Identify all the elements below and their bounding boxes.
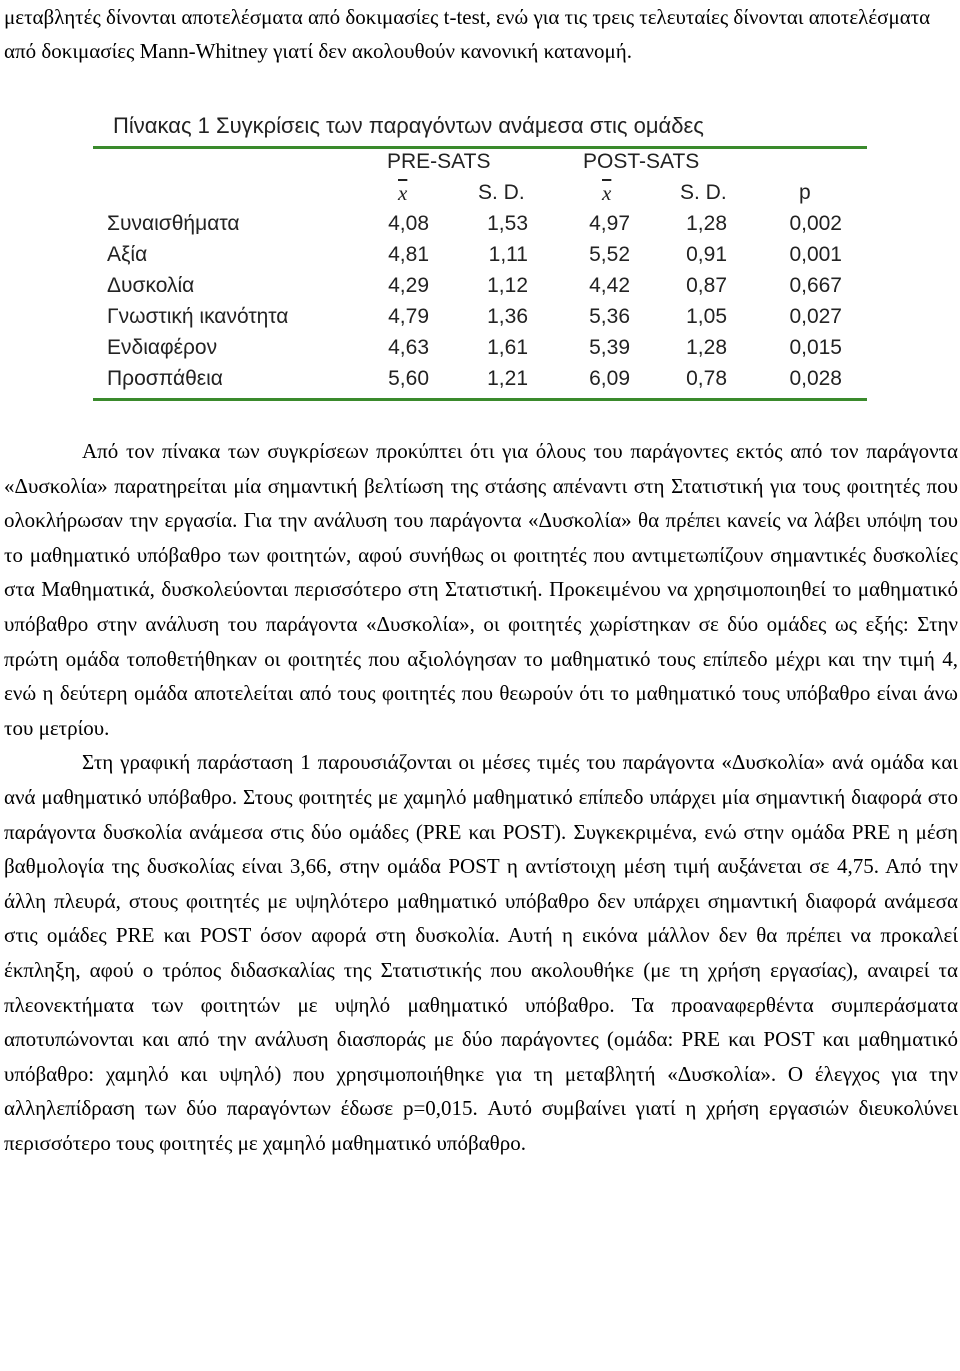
table-column-header — [93, 181, 867, 212]
pre-mean-cell: 4,63 — [388, 336, 429, 359]
post-mean-header: $\overline{x}$ — [602, 181, 612, 205]
p-value-cell: 0,667 — [789, 274, 842, 297]
row-label: Γνωστική ικανότητα — [107, 305, 289, 328]
table-row — [93, 243, 867, 274]
pre-sd-cell: 1,53 — [487, 212, 528, 235]
table-row — [93, 367, 867, 398]
post-mean-cell: 4,42 — [589, 274, 630, 297]
pre-sd-header: S. D. — [478, 181, 525, 204]
p-value-header: p — [799, 181, 811, 204]
post-mean-cell: 4,97 — [589, 212, 630, 235]
intro-paragraph: μεταβλητές δίνονται αποτελέσματα από δοκιμασίες t-test, ενώ για τις τρεις τελευταίες δίνονται αποτελέσματα από δοκιμασίες Mann-Whitney γιατί δεν ακολουθούν κανονική κατανομή. — [4, 5, 931, 63]
table-group-header — [93, 150, 867, 181]
pre-mean-cell: 5,60 — [388, 367, 429, 390]
pre-sd-cell: 1,12 — [487, 274, 528, 297]
table-body — [93, 212, 867, 398]
pre-sd-cell: 1,61 — [487, 336, 528, 359]
post-sd-header: S. D. — [680, 181, 727, 204]
pre-sd-cell: 1,36 — [487, 305, 528, 328]
post-mean-cell: 5,39 — [589, 336, 630, 359]
p-value-cell: 0,027 — [789, 305, 842, 328]
row-label: Προσπάθεια — [107, 367, 223, 390]
post-sd-cell: 0,78 — [686, 367, 727, 390]
p-value-cell: 0,015 — [789, 336, 842, 359]
post-sd-cell: 0,87 — [686, 274, 727, 297]
table-caption: Πίνακας 1 Συγκρίσεις των παραγόντων ανάμεσα στις ομάδες — [113, 113, 704, 138]
pre-mean-cell: 4,81 — [388, 243, 429, 266]
table-top-rule — [93, 146, 867, 149]
pre-mean-header: $\overline{x}$ — [398, 181, 408, 205]
table-bottom-rule — [93, 398, 867, 401]
paragraph: Από τον πίνακα των συγκρίσεων προκύπτει ότι για όλους του παράγοντες εκτός από τον παράγοντα «Δυσκολία» παρατηρείται μία σημαντική βελτίωση της στάσης απέναντι στη Στατιστική για τους φοιτητές που ολοκλήρωσαν την εργασία. Για την ανάλυση του παράγοντα «Δυσκολία» θα πρέπει κανείς να λάβει υπόψη του το μαθηματικό υπόβαθρο των φοιτητών, αφού συνήθως οι φοιτητές που αντιμετωπίζουν σημαντικές δυσκολίες στα Μαθηματικά, δυσκολεύονται περισσότερο στη Στατιστική. Προκειμένου να χρησιμοποιηθεί το μαθηματικό υπόβαθρο στην ανάλυση του παράγοντα «Δυσκολία», οι φοιτητές χωρίστηκαν σε δύο ομάδες ως εξής: Στην πρώτη ομάδα τοποθετήθηκαν οι φοιτητές που αξιολόγησαν το μαθηματικό τους επίπεδο μέχρι και την τιμή 4, ενώ η δεύτερη ομάδα αποτελείται από τους φοιτητές που θεωρούν ότι το μαθηματικό τους υπόβαθρο είναι άνω του μετρίου. — [4, 439, 958, 740]
table-row — [93, 274, 867, 305]
post-sd-cell: 1,28 — [686, 336, 727, 359]
post-mean-cell: 6,09 — [589, 367, 630, 390]
statistics-table — [93, 150, 867, 398]
post-mean-cell: 5,36 — [589, 305, 630, 328]
pre-mean-cell: 4,29 — [388, 274, 429, 297]
post-mean-cell: 5,52 — [589, 243, 630, 266]
table-row — [93, 336, 867, 367]
paragraph: Στη γραφική παράσταση 1 παρουσιάζονται οι μέσες τιμές του παράγοντα «Δυσκολία» ανά ομάδα και ανά μαθηματικό υπόβαθρο. Στους φοιτητές με χαμηλό μαθηματικό επίπεδο υπάρχει μία σημαντική διαφορά στο παράγοντα δυσκολία ανάμεσα στις δύο ομάδες (PRE και POST). Συγκεκριμένα, ενώ στην ομάδα PRE η μέση βαθμολογία της δυσκολίας είναι 3,66, στην ομάδα POST η αντίστοιχη μέση τιμή αυξάνεται σε 4,75. Από την άλλη πλευρά, στους φοιτητές με υψηλότερο μαθηματικό υπόβαθρο δεν υπάρχει σημαντική διαφορά ανάμεσα στις ομάδες PRE και POST όσον αφορά στη δυσκολία. Αυτή η εικόνα μάλλον δεν θα πρέπει να προκαλεί έκπληξη, αφού ο τρόπος διδασκαλίας της Στατιστικής που ακολουθήκε (με τη χρήση εργασίας), αναιρεί τα πλεονεκτήματα των φοιτητών με υψηλό μαθηματικό υπόβαθρο. Τα προαναφερθέντα συμπεράσματα αποτυπώνονται και από την ανάλυση διασποράς με δύο παράγοντες (ομάδα: PRE και POST και μαθηματικό υπόβαθρο: χαμηλό και υψηλό) που χρησιμοποιήθηκε για τη μεταβλητή «Δυσκολία». Ο έλεγχος για την αλληλεπίδραση των δύο παραγόντων έδωσε p=0,015. Αυτό συμβαίνει γιατί η χρήση εργασιών διευκολύνει περισσότερο τους φοιτητές με χαμηλό μαθηματικό υπόβαθρο. — [4, 750, 958, 1155]
table-row — [93, 212, 867, 243]
row-label: Ενδιαφέρον — [107, 336, 218, 359]
row-label: Συναισθήματα — [107, 212, 240, 235]
p-value-cell: 0,028 — [789, 367, 842, 390]
post-sd-cell: 1,28 — [686, 212, 727, 235]
pre-sd-cell: 1,11 — [488, 243, 528, 266]
table-row — [93, 305, 867, 336]
body-text — [4, 434, 958, 1160]
post-sd-cell: 1,05 — [686, 305, 727, 328]
group-pre-header: PRE-SATS — [387, 150, 491, 173]
group-post-header: POST-SATS — [583, 150, 700, 173]
pre-mean-cell: 4,79 — [388, 305, 429, 328]
row-label: Δυσκολία — [107, 274, 195, 297]
pre-sd-cell: 1,21 — [487, 367, 528, 390]
p-value-cell: 0,002 — [789, 212, 842, 235]
pre-mean-cell: 4,08 — [388, 212, 429, 235]
post-sd-cell: 0,91 — [686, 243, 727, 266]
row-label: Αξία — [107, 243, 148, 266]
p-value-cell: 0,001 — [789, 243, 842, 266]
